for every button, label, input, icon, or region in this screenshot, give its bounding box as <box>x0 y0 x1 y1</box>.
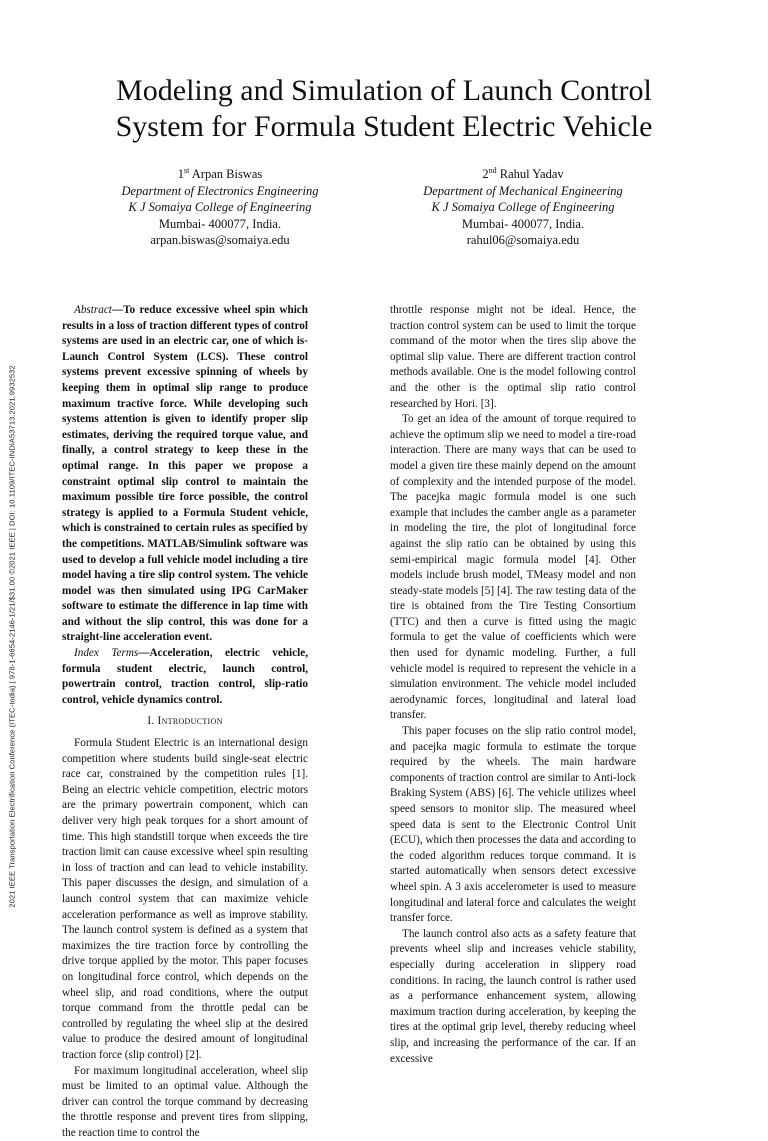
author-name: Rahul Yadav <box>500 167 564 181</box>
author-name-line <box>55 163 385 183</box>
author-email: rahul06@somaiya.edu <box>358 232 688 249</box>
right-column <box>390 303 636 1067</box>
title-line-2: System for Formula Student Electric Vehicle <box>116 110 653 143</box>
author-department: Department of Electronics Engineering <box>55 183 385 200</box>
author-college: K J Somaiya College of Engineering <box>358 199 688 216</box>
left-column <box>62 303 308 1141</box>
body-paragraph: For maximum longitudinal acceleration, wheel slip must be limited to an optimal value. Although the driver can control the torque command by decreasing the throttle response and prevent tires from slipping, the reaction time to control the <box>62 1064 308 1141</box>
abstract-label: Abstract <box>74 304 112 316</box>
author-city: Mumbai- 400077, India. <box>55 216 385 233</box>
index-terms <box>62 646 308 708</box>
body-paragraph: The launch control also acts as a safety feature that prevents wheel slip and increases vehicle stability, especially during acceleration in slippery road conditions. In racing, the launch control is rather used as a performance enhancement system, allowing maximum traction during acceleration, by keeping the tires at the optimal grip level, thereby reducing wheel slip, and increasing the performance of the car. If an excessive <box>390 927 636 1067</box>
author-email: arpan.biswas@somaiya.edu <box>55 232 385 249</box>
author-block-1 <box>55 163 385 249</box>
author-ordinal-sup: st <box>184 166 189 175</box>
author-name: Arpan Biswas <box>192 167 262 181</box>
body-paragraph: throttle response might not be ideal. Hence, the traction control system can be used to limit the torque command of the motor when the tires slip above the optimal slip value. There are different traction control methods available. One is the model following control and the other is the optimal slip ratio control researched by Hori. [3]. <box>390 303 636 412</box>
author-ordinal: 1 <box>178 167 184 181</box>
title-line-1: Modeling and Simulation of Launch Control <box>116 74 652 107</box>
section-heading: I. Introduction <box>62 714 308 730</box>
doi-sidebar-text: 2021 IEEE Transportation Electrification Conference (ITEC-India) | 978-1-6654-2146-1/21/$31.00 ©2021 IEEE | DOI: 10.1109/ITEC-INDIA53713.2021.9932532 <box>8 365 17 907</box>
body-paragraph: To get an idea of the amount of torque required to achieve the optimum slip we need to model a tire-road interaction. There are many ways that can be used to model a given tire these mainly depend on the amount of complexity and the intended purpose of the model. The pacejka magic formula model is one such example that includes the camber angle as a parameter in modeling the tire, the plot of longitudinal force against the slip ratio can be obtained by using this semi-empirical magic formula model [4]. Other models include brush model, TMeasy model and non steady-state models [5] [4]. The raw testing data of the tire is obtained from the Tire Testing Consortium (TTC) and then a curve is fitted using the magic formula to get the value of coefficients which were then used for dynamic modeling. Further, a full vehicle model is required to represent the vehicle in a simulation environment. The vehicle model included aerodynamic forces, longitudinal and lateral load transfer. <box>390 412 636 724</box>
abstract-text: —To reduce excessive wheel spin which results in a loss of traction different types of control systems are used in an electric car, one of which is- Launch Control System (LCS). These control systems prevent excessive spinning of wheels by keeping them in optimal slip range to produce maximum tractive force. While developing such systems attention is given to identify proper slip estimates, deriving the required torque value, and finally, a control strategy to keep these in the optimal range. In this paper we propose a constraint optimal slip control to maintain the maximum possible tire force possible, the control strategy is applied to a Formula Student vehicle, which is constrained to certain rules as specified by the competitions. MATLAB/Simulink software was used to develop a full vehicle model including a tire model having a tire slip control system. The vehicle model was then simulated using IPG CarMaker software to estimate the difference in lap time with and without the slip control, this was done for a straight-line acceleration event. <box>62 304 308 643</box>
abstract <box>62 303 308 646</box>
body-paragraph: Formula Student Electric is an international design competition where students build single-seat electric race car, constrained by the competition rules [1]. Being an electric vehicle competition, electric motors are the primary powertrain component, which can deliver very high peak torques for a short amount of time. This high standstill torque when exceeds the tire traction limit can cause excessive wheel spin resulting in loss of traction and can lead to vehicle instability. This paper discusses the design, and simulation of a launch control system that can maximize vehicle acceleration performance as well as improve stability. The launch control system is defined as a system that maximizes the tire traction force by controlling the drive torque applied by the motor. This paper focuses on longitudinal force control, which depends on the wheel slip, and road conditions, where the output torque command from the throttle pedal can be controlled by regulating the wheel slip at the desired value to produce the desired amount of longitudinal traction force (slip control) [2]. <box>62 736 308 1063</box>
author-ordinal-sup: nd <box>489 166 497 175</box>
paper-title <box>60 73 708 145</box>
body-paragraph: This paper focuses on the slip ratio control model, and pacejka magic formula to estimate the torque required by the wheels. The main hardware components of traction control are similar to Anti-lock Braking System (ABS) [6]. The vehicle utilizes wheel speed sensors to monitor slip. The measured wheel speed data is sent to the Electronic Control Unit (ECU), which then processes the data and according to the coded algorithm reduces torque command. It is started automatically when sensors detect excessive wheel spin. A 3 axis accelerometer is used to measure longitudinal and lateral force and calculates the weight transfer force. <box>390 724 636 927</box>
author-block-2 <box>358 163 688 249</box>
author-ordinal: 2 <box>482 167 488 181</box>
author-city: Mumbai- 400077, India. <box>358 216 688 233</box>
index-terms-text: —Acceleration, electric vehicle, formula student electric, launch control, powertrain control, traction control, slip-ratio control, vehicle dynamics control. <box>62 647 308 706</box>
author-name-line <box>358 163 688 183</box>
index-terms-label: Index Terms <box>74 647 138 659</box>
doi-sidebar <box>2 286 22 986</box>
author-department: Department of Mechanical Engineering <box>358 183 688 200</box>
author-college: K J Somaiya College of Engineering <box>55 199 385 216</box>
